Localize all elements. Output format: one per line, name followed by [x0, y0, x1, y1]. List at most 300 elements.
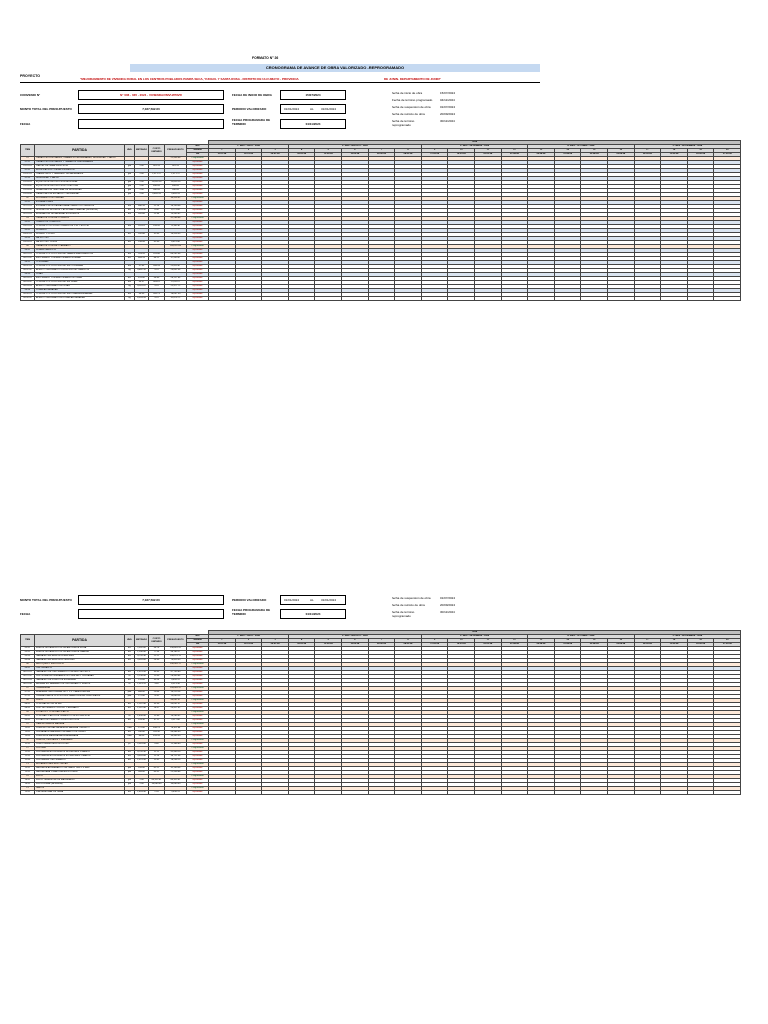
- schedule-cell: [262, 791, 289, 795]
- cell-row-type: Ejecutado: [187, 249, 209, 253]
- cell-presupuesto: 264,057.66: [165, 245, 187, 249]
- cell-partida: LOSAS ALIGERADAS: [35, 289, 125, 293]
- week-number: 2: [235, 149, 262, 153]
- inicio-box: [280, 90, 346, 100]
- fecha-label: FECHA: [20, 122, 31, 126]
- cell-und: m2: [125, 651, 135, 655]
- cell-metrado: 1,634.40: [135, 715, 149, 719]
- cell-partida: NIVELACION INTERIOR Y APISONADO MANUAL (INTERIOR): [35, 209, 125, 213]
- cell-item: 03.01: [21, 221, 35, 225]
- cell-presupuesto: 91,286.68: [165, 217, 187, 221]
- week-date: 26-02-24: [368, 153, 395, 157]
- cell-metrado: 240.80: [135, 731, 149, 735]
- cell-metrado: 2,302.00: [135, 647, 149, 651]
- cell-item: 04.02.01: [21, 265, 35, 269]
- cell-und: m3: [125, 213, 135, 217]
- cell-partida: MOVIMIENTO DE TIERRAS: [35, 197, 125, 201]
- cell-row-type: Ejecutado: [187, 779, 209, 783]
- week-number: 17: [634, 639, 661, 643]
- week-date: 26-02-24: [368, 643, 395, 647]
- cell-costo: 12.60: [149, 675, 165, 679]
- cell-metrado: 849.14: [135, 257, 149, 261]
- month-header: 1° MES - JULIO - 2024: [209, 635, 289, 639]
- week-date: 01-04-24: [501, 153, 528, 157]
- page-title: CRONOGRAMA DE AVANCE DE OBRA VALORIZADO -REPROGRAMADO: [265, 65, 405, 70]
- cell-row-type: Ejecutado: [187, 679, 209, 683]
- convenio-label: CONVENIO N°: [20, 93, 41, 97]
- cell-row-type: Programado: [187, 787, 209, 791]
- monto-label-2: MONTO TOTAL DEL PRESUPUESTO: [20, 598, 72, 602]
- year-header: 2024: [209, 141, 741, 145]
- week-date: 05-02-24: [288, 643, 315, 647]
- cell-item: 04.01.02: [21, 257, 35, 261]
- note-value: 30/11/2024: [440, 610, 455, 614]
- cell-und: m2: [125, 791, 135, 795]
- cell-row-type: Ejecutado: [187, 675, 209, 679]
- cell-metrado: 44.37: [135, 281, 149, 285]
- cell-partida: VARIOS: [35, 787, 125, 791]
- cell-presupuesto: 23,917.42: [165, 707, 187, 711]
- month-header: 2° MES - AGOSTO - 2024: [288, 145, 421, 149]
- cell-row-type: Ejecutado: [187, 297, 209, 301]
- cell-item: 06.01.03: [21, 679, 35, 683]
- week-number: 2: [235, 639, 262, 643]
- week-date: 11-03-24: [421, 643, 448, 647]
- cell-row-type: Ejecutado: [187, 691, 209, 695]
- cell-costo: 12,625.19: [149, 181, 165, 185]
- cell-partida: PUERTA DE MADERA MACHIHEMBRADA: [35, 735, 125, 739]
- schedule-cell: [235, 297, 262, 301]
- week-number: 19: [687, 149, 714, 153]
- week-number: 3: [262, 639, 289, 643]
- cell-costo: 34,680.00: [149, 783, 165, 787]
- cell-partida: CONTRAPISO DE 48 MM: [35, 703, 125, 707]
- cell-costo: 12.14: [149, 755, 165, 759]
- cell-presupuesto: 30,524.42: [165, 197, 187, 201]
- cell-und: kg: [125, 285, 135, 289]
- periodo-from-2: 01/01/2024: [284, 598, 300, 602]
- cell-item: 03: [21, 217, 35, 221]
- cell-item: 02.01.03: [21, 213, 35, 217]
- week-date: 11-03-24: [421, 153, 448, 157]
- cell-costo: 77.54: [149, 651, 165, 655]
- col-partida: PARTIDA: [35, 635, 125, 647]
- cell-item: 03.01.01: [21, 225, 35, 229]
- schedule-table-1: [20, 140, 741, 301]
- schedule-cell: [315, 297, 342, 301]
- week-date: 12-02-24: [315, 643, 342, 647]
- week-number: 9: [421, 639, 448, 643]
- month-header: 2° MES - AGOSTO - 2024: [288, 635, 421, 639]
- cell-item: 14: [21, 775, 35, 779]
- col-costo: COSTO UNITARIO: [149, 145, 165, 157]
- cell-metrado: 4,281.47: [135, 285, 149, 289]
- cell-item: 03.02.01: [21, 233, 35, 237]
- schedule-cell: [554, 791, 581, 795]
- schedule-cell: [421, 791, 448, 795]
- cell-row-type: Ejecutado: [187, 165, 209, 169]
- cell-item: 06.01: [21, 667, 35, 671]
- monto-box: [78, 104, 224, 114]
- cell-und: m2: [125, 751, 135, 755]
- cell-partida: FLETE TERRESTRE DE MATERIALES: [35, 779, 125, 783]
- cell-partida: FALSO PISO 1:8 E=4": [35, 241, 125, 245]
- cell-metrado: 143.30: [135, 719, 149, 723]
- note-value: 01/07/2024: [440, 596, 456, 600]
- cell-metrado: 1.00: [135, 165, 149, 169]
- cell-presupuesto: 17,020.77: [165, 281, 187, 285]
- schedule-cell: [714, 791, 741, 795]
- month-header: 1° MES - JULIO - 2024: [209, 145, 289, 149]
- fecha-box: [78, 119, 224, 129]
- cell-und: m2: [125, 241, 135, 245]
- cell-partida: SEGURIDAD Y SALUD: [35, 177, 125, 181]
- cell-metrado: 516.00: [135, 767, 149, 771]
- cell-row-type: Programado: [187, 197, 209, 201]
- week-date: 15-01-24: [209, 643, 236, 647]
- cell-item: 01.03: [21, 177, 35, 181]
- cell-costo: 383.61: [149, 281, 165, 285]
- week-date: 15-01-24: [209, 153, 236, 157]
- cell-row-type: Ejecutado: [187, 731, 209, 735]
- cell-partida: INSTALACIONES ELECTRICAS: [35, 763, 125, 767]
- cell-costo: 79.42: [149, 695, 165, 699]
- cell-partida: EQUIPOS DE PROTECCION INDIVIDUAL: [35, 181, 125, 185]
- week-number: 16: [607, 149, 634, 153]
- cell-costo: 54.89: [149, 277, 165, 281]
- cell-presupuesto: 78,911.88: [165, 727, 187, 731]
- mes-label: Mes: [187, 145, 209, 149]
- week-date: 29-04-24: [607, 153, 634, 157]
- cell-costo: 11.62: [149, 759, 165, 763]
- cell-partida: COLUMNAS: [35, 261, 125, 265]
- week-number: 8: [395, 639, 422, 643]
- schedule-cell: [501, 297, 528, 301]
- cell-item: 04.04: [21, 289, 35, 293]
- cell-partida: ELIMINACION DE MATERIAL EXCEDENTE: [35, 213, 125, 217]
- cell-presupuesto: 5,469.53: [165, 193, 187, 197]
- week-number: 11: [475, 149, 502, 153]
- week-number: 5: [315, 149, 342, 153]
- cell-row-type: Ejecutado: [187, 683, 209, 687]
- month-header: 5° MES - NOVIEMBRE - 2024: [634, 635, 741, 639]
- cell-und: m2: [125, 731, 135, 735]
- cell-item: 01.01.01: [21, 165, 35, 169]
- cell-und: glb: [125, 783, 135, 787]
- cell-costo: 394.53: [149, 265, 165, 269]
- cell-row-type: Programado: [187, 699, 209, 703]
- table-row: [21, 297, 741, 301]
- cell-partida: MOVILIZACION Y DESMOVILIZACION: [35, 169, 125, 173]
- cell-item: 01.03.03: [21, 189, 35, 193]
- cell-metrado: 1.00: [135, 189, 149, 193]
- cell-row-type: Ejecutado: [187, 703, 209, 707]
- cell-costo: 5.25: [149, 297, 165, 301]
- note-value: 30/11/2024: [440, 119, 455, 123]
- cell-und: glb: [125, 193, 135, 197]
- cell-row-type: Programado: [187, 723, 209, 727]
- week-date: 22-01-24: [235, 153, 262, 157]
- cell-partida: CONCRETO F'C=175 KG/CM2 PARA SOBRECIMIENTOS: [35, 253, 125, 257]
- cell-und: m3: [125, 225, 135, 229]
- cell-row-type: Ejecutado: [187, 293, 209, 297]
- cell-metrado: 1.00: [135, 193, 149, 197]
- cell-costo: 4.00: [149, 209, 165, 213]
- cell-costo: 418.55: [149, 735, 165, 739]
- cell-metrado: 1,693.96: [135, 209, 149, 213]
- cell-row-type: Ejecutado: [187, 647, 209, 651]
- cell-metrado: 1,915.76: [135, 683, 149, 687]
- year-header: 2024: [209, 631, 741, 635]
- cell-costo: 62.21: [149, 767, 165, 771]
- cell-item: 04.04.01: [21, 293, 35, 297]
- periodo-from: 01/01/2024: [284, 107, 300, 111]
- cell-costo: 561.15: [149, 165, 165, 169]
- cell-row-type: Ejecutado: [187, 205, 209, 209]
- schedule-table-2: [20, 630, 741, 795]
- cell-metrado: 1,287.96: [135, 703, 149, 707]
- convenio-value: N° 006 - 035 - 2024 - VIVIENDA/VMVU/PNVR: [120, 93, 182, 97]
- week-number: 18: [661, 639, 688, 643]
- schedule-cell: [607, 297, 634, 301]
- cell-item: 04.02.02: [21, 269, 35, 273]
- schedule-cell: [235, 791, 262, 795]
- note-value: 04/11/2024: [440, 98, 455, 102]
- cell-metrado: 1,574.54: [135, 759, 149, 763]
- monto-value: 7,037,592.60: [142, 107, 160, 111]
- cell-partida: PINTURA LATEX EN MUROS EXTERIORES 2 MANOS: [35, 755, 125, 759]
- cell-row-type: Ejecutado: [187, 221, 209, 225]
- cell-presupuesto: 25,631.34: [165, 269, 187, 273]
- convenio-box: [78, 90, 224, 100]
- week-date: 12-02-24: [315, 153, 342, 157]
- col-item: ITEM: [21, 145, 35, 157]
- cell-presupuesto: 52,509.19: [165, 751, 187, 755]
- cell-partida: MUROS DE LADRILLO KK DE ARCILLA DE CABEZA: [35, 651, 125, 655]
- cell-item: 09.02: [21, 719, 35, 723]
- week-date: 18-03-24: [448, 643, 475, 647]
- cell-partida: OBRAS DE CONCRETO SIMPLE: [35, 217, 125, 221]
- cell-partida: CIMIENTOS CORRIDOS: [35, 221, 125, 225]
- cell-item: 05.02: [21, 651, 35, 655]
- cell-und: pto: [125, 771, 135, 775]
- cell-partida: PISOS: [35, 699, 125, 703]
- cell-partida: PUERTA CONTRAPLACADA DE MADERA TORNILLO: [35, 727, 125, 731]
- cell-presupuesto: 85,322.61: [165, 779, 187, 783]
- week-date: 08-04-24: [528, 153, 555, 157]
- cell-item: 12.01: [21, 751, 35, 755]
- col-und: UND.: [125, 145, 135, 157]
- cell-item: 12.03: [21, 759, 35, 763]
- dia-label: Dia: [187, 153, 209, 157]
- schedule-cell: [395, 297, 422, 301]
- cell-und: m3: [125, 265, 135, 269]
- cell-partida: CERRAJERIA: [35, 687, 125, 691]
- cell-partida: EQUIPOS DE PROTECCION COLECTIVA: [35, 185, 125, 189]
- cell-row-type: Ejecutado: [187, 241, 209, 245]
- cell-und: glb: [125, 165, 135, 169]
- cell-und: m2: [125, 719, 135, 723]
- cell-partida: CONCRETO F'C=210 KG/CM2 EN LOSAS ALIGERADAS: [35, 293, 125, 297]
- week-date: 25-03-24: [475, 153, 502, 157]
- fecha-box-2: [78, 609, 224, 619]
- cell-costo: 5.25: [149, 269, 165, 273]
- cell-partida: ZOCALOS Y CONTRAZOCALOS: [35, 711, 125, 715]
- cell-partida: BRUÑAS EN TARRAJEO DE CIELORRASO Y MUROS: [35, 683, 125, 687]
- cell-costo: 856.04: [149, 185, 165, 189]
- cell-row-type: Ejecutado: [187, 273, 209, 277]
- cell-presupuesto: 561.15: [165, 165, 187, 169]
- cell-und: p2: [125, 743, 135, 747]
- cell-partida: CONCRETO F'C=210 KG/CM2 EN VIGAS: [35, 281, 125, 285]
- cell-presupuesto: 104,971.12: [165, 655, 187, 659]
- cell-item: 04.03.01: [21, 277, 35, 281]
- monto-label: MONTO TOTAL DEL PRESUPUESTO: [20, 107, 72, 111]
- cell-metrado: 1,287.96: [135, 707, 149, 711]
- cell-metrado: 86.00: [135, 735, 149, 739]
- cell-und: m2: [125, 233, 135, 237]
- col-item: ITEM: [21, 635, 35, 647]
- cell-metrado: 1,240.46: [135, 651, 149, 655]
- cell-und: m: [125, 675, 135, 679]
- cell-presupuesto: 13,660.24: [165, 695, 187, 699]
- cell-costo: 31.63: [149, 233, 165, 237]
- cell-und: m3: [125, 293, 135, 297]
- dia-label: Dia: [187, 643, 209, 647]
- cell-row-type: Ejecutado: [187, 671, 209, 675]
- week-date: 19-02-24: [342, 643, 369, 647]
- note-key: fecha de término reprogramado: [392, 119, 415, 127]
- week-date: 13-05-24: [661, 643, 688, 647]
- cell-item: 04.03.03: [21, 285, 35, 289]
- cell-item: 15: [21, 787, 35, 791]
- termino-box-2: [280, 609, 346, 619]
- cell-metrado: 370.61: [135, 225, 149, 229]
- cell-row-type: Ejecutado: [187, 225, 209, 229]
- week-date: 19-02-24: [342, 153, 369, 157]
- cell-item: 08: [21, 699, 35, 703]
- cell-item: 13.01: [21, 767, 35, 771]
- cell-und: m2: [125, 257, 135, 261]
- cell-item: 11: [21, 739, 35, 743]
- cell-presupuesto: 12,625.19: [165, 181, 187, 185]
- cell-costo: 26.39: [149, 659, 165, 663]
- week-date: 27-05-24: [714, 643, 741, 647]
- cell-presupuesto: 950.45: [165, 189, 187, 193]
- cell-presupuesto: 5,317.86: [165, 719, 187, 723]
- schedule-cell: [342, 297, 369, 301]
- schedule-cell: [607, 791, 634, 795]
- cell-row-type: Ejecutado: [187, 289, 209, 293]
- schedule-cell: [714, 297, 741, 301]
- cell-row-type: Ejecutado: [187, 181, 209, 185]
- cell-item: 06.01.02: [21, 675, 35, 679]
- month-header: 4° MES - OCTUBRE - 2024: [528, 145, 634, 149]
- cell-item: 01.03.04: [21, 193, 35, 197]
- cell-costo: 42.40: [149, 241, 165, 245]
- cell-metrado: 476.00: [135, 277, 149, 281]
- week-number: 15: [581, 149, 608, 153]
- cell-presupuesto: 43,001.57: [165, 703, 187, 707]
- cell-presupuesto: 21,434.08: [165, 157, 187, 161]
- cell-metrado: 172.00: [135, 695, 149, 699]
- cell-row-type: Ejecutado: [187, 771, 209, 775]
- termino-label: FECHA PROGRAMADA DE TERMINO: [232, 118, 271, 126]
- cell-metrado: 2,581.00: [135, 743, 149, 747]
- cell-metrado: 1.00: [135, 185, 149, 189]
- cell-costo: 195.20: [149, 225, 165, 229]
- cell-metrado: 480.16: [135, 205, 149, 209]
- fecha-label-2: FECHA: [20, 612, 31, 616]
- monto-value-2: 7,037,592.60: [142, 598, 160, 602]
- cell-row-type: Ejecutado: [187, 719, 209, 723]
- schedule-cell: [288, 791, 315, 795]
- cell-costo: 3.40: [149, 683, 165, 687]
- cell-costo: 1,971.72: [149, 173, 165, 177]
- week-date: 06-05-24: [634, 643, 661, 647]
- cell-presupuesto: 14,213.26: [165, 691, 187, 695]
- cell-costo: 11.80: [149, 715, 165, 719]
- cell-partida: TARRAJEO EN MUROS EXTERIORES: [35, 659, 125, 663]
- cell-partida: ACERO CORRUGADO FY=4200 KG/CM2 GRADO 60: [35, 269, 125, 273]
- cell-partida: OBRAS PROVISIONALES, TRABAJOS PRELIMINARES, SEGURIDAD Y SALUD: [35, 157, 125, 161]
- week-number: 7: [368, 639, 395, 643]
- cell-partida: ACERO CORRUGADO EN LOSAS ALIGERADAS: [35, 297, 125, 301]
- cell-partida: EXCAVACION DE ZANJAS PARA CIMIENTOS CORRIDOS: [35, 205, 125, 209]
- schedule-cell: [288, 297, 315, 301]
- cell-partida: SALIDA PARA TOMACORRIENTE DOBLE: [35, 771, 125, 775]
- cell-und: glb: [125, 185, 135, 189]
- schedule-cell: [528, 791, 555, 795]
- cell-metrado: 2,138.40: [135, 675, 149, 679]
- cell-item: 04: [21, 245, 35, 249]
- week-number: 10: [448, 149, 475, 153]
- cell-partida: CAPACITACION EN SALUD Y SEGURIDAD: [35, 193, 125, 197]
- cell-und: pza: [125, 691, 135, 695]
- schedule-cell: [475, 791, 502, 795]
- cell-item: 04.03: [21, 273, 35, 277]
- termino-value-2: 04/11/2024: [305, 612, 321, 616]
- schedule-cell: [368, 791, 395, 795]
- cell-metrado: 3,024.84: [135, 755, 149, 759]
- schedule-cell: [448, 791, 475, 795]
- semana-label: Semana: [187, 149, 209, 153]
- termino-label-2: FECHA PROGRAMADA DE TERMINO: [232, 608, 271, 616]
- cell-costo: 22.21: [149, 655, 165, 659]
- cell-row-type: Ejecutado: [187, 659, 209, 663]
- cell-und: m2: [125, 659, 135, 663]
- week-date: 04-03-24: [395, 153, 422, 157]
- inicio-value: 15/07/2024: [305, 93, 321, 97]
- cell-partida: VIGAS: [35, 273, 125, 277]
- cell-und: und: [125, 735, 135, 739]
- cell-costo: 458.79: [149, 727, 165, 731]
- cell-item: 07.01: [21, 691, 35, 695]
- cell-partida: MUROS DE LADRILLO KK DE ARCILLA DE SOGA: [35, 647, 125, 651]
- cell-row-type: Ejecutado: [187, 759, 209, 763]
- cell-item: 01: [21, 157, 35, 161]
- cell-item: 02.01: [21, 201, 35, 205]
- cell-item: 05.01: [21, 647, 35, 651]
- cell-partida: ACERO CORRUGADO EN VIGAS: [35, 285, 125, 289]
- cell-row-type: Ejecutado: [187, 233, 209, 237]
- cell-partida: SOBRECIMIENTOS: [35, 249, 125, 253]
- cell-item: 10.02: [21, 731, 35, 735]
- cell-row-type: Ejecutado: [187, 791, 209, 795]
- cell-presupuesto: 8,415.46: [165, 241, 187, 245]
- cell-presupuesto: 47,755.80: [165, 671, 187, 675]
- cell-metrado: 6,033.28: [135, 297, 149, 301]
